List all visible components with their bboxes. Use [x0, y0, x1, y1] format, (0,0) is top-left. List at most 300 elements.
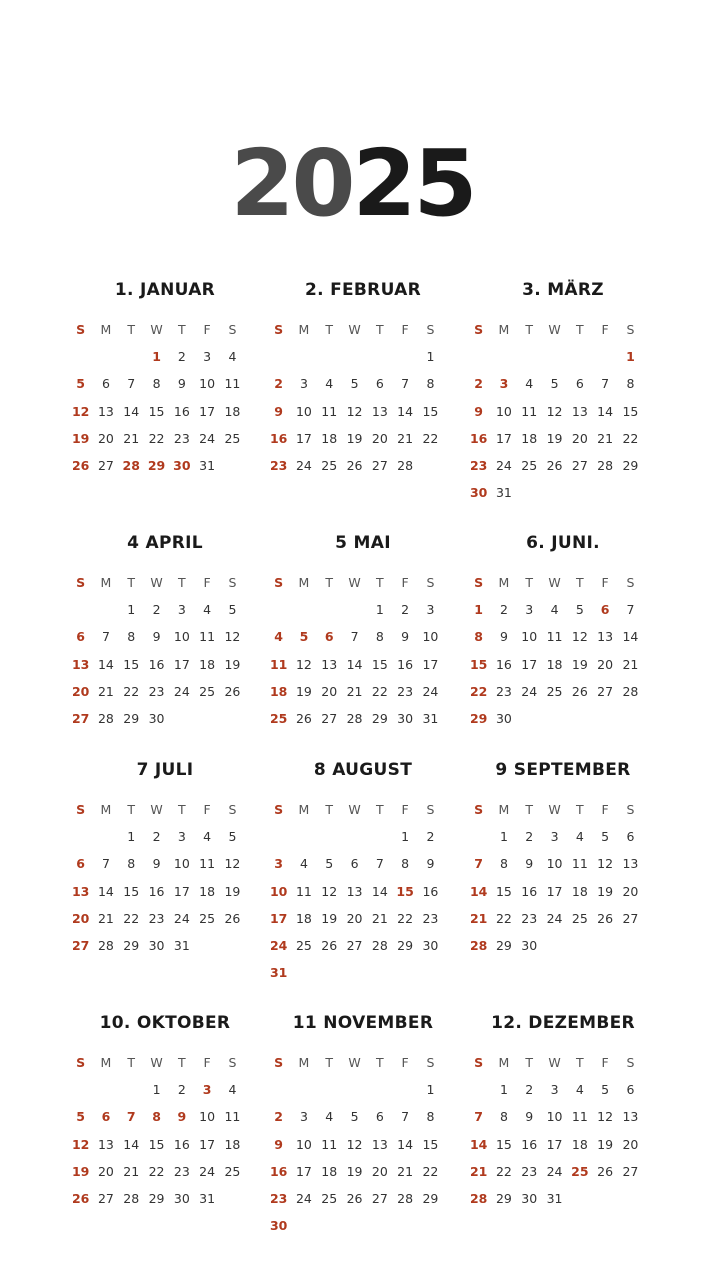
day: 14 — [97, 656, 114, 672]
holiday-day: 15 — [469, 656, 488, 672]
month-days-grid — [68, 569, 260, 732]
day: 19 — [224, 883, 241, 899]
empty-cell — [68, 823, 93, 850]
day: 16 — [397, 656, 414, 672]
month-title: 9 SEPTEMBER — [495, 760, 631, 780]
holiday-day: 5 — [76, 376, 85, 392]
day: 27 — [371, 1190, 388, 1206]
holiday-day: 20 — [71, 683, 90, 699]
day: 4 — [228, 1082, 237, 1098]
day: 2 — [525, 829, 534, 845]
holiday-day: 24 — [269, 937, 288, 953]
day: 3 — [426, 602, 435, 618]
day: 18 — [224, 1136, 241, 1152]
day: 9 — [525, 1109, 534, 1125]
holiday-day: 1 — [152, 349, 161, 365]
day: 28 — [123, 1190, 140, 1206]
day: 21 — [397, 430, 414, 446]
holiday-day: 12 — [71, 403, 90, 419]
holiday-day: 13 — [71, 883, 90, 899]
month-5 — [268, 531, 458, 732]
year-digit: 2 — [352, 130, 414, 237]
day: 13 — [97, 1136, 114, 1152]
day: 7 — [401, 1109, 410, 1125]
day: 30 — [495, 710, 512, 726]
weekday-header: S — [626, 802, 635, 817]
day: 27 — [571, 457, 588, 473]
weekday-header: M — [100, 802, 112, 817]
weekday-header: M — [298, 322, 310, 337]
day: 9 — [525, 856, 534, 872]
day: 25 — [321, 1190, 338, 1206]
day: 20 — [97, 430, 114, 446]
day: 2 — [177, 349, 186, 365]
empty-cell — [266, 343, 291, 370]
weekday-header: S — [626, 1055, 635, 1070]
year-title — [0, 130, 705, 237]
day: 15 — [123, 883, 140, 899]
day: 29 — [148, 1190, 165, 1206]
day: 5 — [601, 829, 610, 845]
empty-cell — [68, 1076, 93, 1103]
day: 5 — [350, 1109, 359, 1125]
weekday-header: S — [228, 802, 237, 817]
day: 11 — [321, 403, 338, 419]
day: 11 — [295, 883, 312, 899]
day: 22 — [422, 430, 439, 446]
day: 23 — [422, 910, 439, 926]
holiday-day: 23 — [269, 457, 288, 473]
day: 23 — [173, 1163, 190, 1179]
month-title: 8 AUGUST — [313, 760, 413, 780]
weekday-header: T — [525, 575, 534, 590]
day: 13 — [321, 656, 338, 672]
weekday-header: S — [474, 575, 484, 590]
day: 2 — [499, 602, 508, 618]
day: 24 — [495, 457, 512, 473]
weekday-header: S — [474, 1055, 484, 1070]
weekday-header: T — [376, 802, 384, 817]
holiday-day: 3 — [499, 376, 509, 392]
day: 22 — [422, 1163, 439, 1179]
day: 24 — [295, 1190, 312, 1206]
weekday-header: W — [548, 1055, 561, 1070]
weekday-header: T — [376, 1055, 384, 1070]
day: 4 — [575, 829, 584, 845]
day: 24 — [546, 1163, 563, 1179]
holiday-day: 28 — [469, 1190, 488, 1206]
day: 4 — [299, 856, 308, 872]
day: 1 — [401, 829, 410, 845]
day: 16 — [148, 656, 165, 672]
day: 14 — [97, 883, 114, 899]
weekday-header: M — [498, 322, 510, 337]
empty-cell — [317, 343, 342, 370]
day: 29 — [495, 937, 512, 953]
day: 8 — [499, 1109, 508, 1125]
holiday-day: 28 — [469, 937, 488, 953]
holiday-day: 29 — [147, 457, 166, 473]
day: 27 — [622, 1163, 639, 1179]
holiday-day: 14 — [469, 883, 488, 899]
day: 8 — [426, 1109, 435, 1125]
weekday-header: S — [626, 575, 635, 590]
weekday-header: T — [127, 802, 136, 817]
day: 11 — [571, 856, 588, 872]
day: 16 — [173, 1136, 190, 1152]
day: 26 — [346, 457, 363, 473]
day: 2 — [152, 829, 161, 845]
day: 7 — [101, 629, 110, 645]
month-days-grid — [466, 569, 658, 732]
day: 31 — [422, 710, 439, 726]
day: 29 — [123, 937, 140, 953]
day: 11 — [224, 1109, 241, 1125]
day: 18 — [199, 656, 216, 672]
day: 30 — [521, 1190, 538, 1206]
month-8 — [268, 758, 458, 986]
day: 28 — [597, 457, 614, 473]
weekday-header: S — [228, 322, 237, 337]
empty-cell — [392, 1076, 417, 1103]
weekday-header: T — [325, 1055, 334, 1070]
day: 24 — [295, 457, 312, 473]
month-11 — [268, 1011, 458, 1239]
day: 31 — [199, 1190, 216, 1206]
weekday-header: S — [76, 1055, 86, 1070]
day: 13 — [571, 403, 588, 419]
day: 17 — [422, 656, 439, 672]
empty-cell — [342, 1076, 367, 1103]
empty-cell — [367, 823, 392, 850]
day: 4 — [203, 602, 212, 618]
day: 26 — [546, 457, 563, 473]
day: 7 — [375, 856, 384, 872]
day: 20 — [622, 1136, 639, 1152]
day: 14 — [397, 1136, 414, 1152]
day: 21 — [397, 1163, 414, 1179]
empty-cell — [291, 823, 316, 850]
day: 12 — [346, 403, 363, 419]
day: 9 — [152, 629, 161, 645]
month-10 — [70, 1011, 260, 1212]
day: 19 — [346, 1163, 363, 1179]
day: 22 — [148, 430, 165, 446]
day: 3 — [203, 349, 212, 365]
day: 9 — [177, 376, 186, 392]
day: 13 — [371, 403, 388, 419]
day: 29 — [123, 710, 140, 726]
day: 2 — [401, 602, 410, 618]
day: 25 — [546, 683, 563, 699]
day: 25 — [521, 457, 538, 473]
holiday-day: 11 — [269, 656, 288, 672]
holiday-day: 12 — [71, 1136, 90, 1152]
day: 22 — [148, 1163, 165, 1179]
holiday-day: 30 — [269, 1218, 288, 1234]
day: 26 — [597, 910, 614, 926]
day: 3 — [299, 1109, 308, 1125]
day: 16 — [495, 656, 512, 672]
weekday-header: M — [298, 802, 310, 817]
day: 21 — [97, 683, 114, 699]
day: 8 — [127, 629, 136, 645]
holiday-day: 5 — [76, 1109, 85, 1125]
day: 19 — [597, 1136, 614, 1152]
weekday-header: S — [274, 1055, 284, 1070]
weekday-header: S — [626, 322, 635, 337]
month-title: 2. FEBRUAR — [304, 280, 421, 300]
weekday-header: S — [274, 802, 284, 817]
month-7 — [70, 758, 260, 959]
holiday-day: 9 — [474, 403, 483, 419]
day: 12 — [546, 403, 563, 419]
day: 29 — [397, 937, 414, 953]
day: 1 — [499, 1082, 508, 1098]
day: 5 — [550, 376, 559, 392]
weekday-header: W — [348, 1055, 361, 1070]
day: 9 — [426, 856, 435, 872]
day: 6 — [350, 856, 359, 872]
day: 22 — [622, 430, 639, 446]
day: 17 — [546, 1136, 563, 1152]
weekday-header: F — [601, 322, 609, 337]
day: 10 — [521, 629, 538, 645]
empty-cell — [466, 1076, 491, 1103]
month-6 — [468, 531, 658, 732]
day: 2 — [177, 1082, 186, 1098]
month-title: 5 MAI — [335, 533, 391, 553]
weekday-header: T — [127, 1055, 136, 1070]
empty-cell — [466, 343, 491, 370]
day: 17 — [521, 656, 538, 672]
day: 29 — [495, 1190, 512, 1206]
day: 12 — [224, 629, 241, 645]
day: 18 — [521, 430, 538, 446]
day: 8 — [626, 376, 635, 392]
weekday-header: M — [100, 322, 112, 337]
day: 28 — [397, 457, 414, 473]
holiday-day: 9 — [274, 1136, 283, 1152]
day: 8 — [127, 856, 136, 872]
holiday-day: 26 — [71, 1190, 90, 1206]
day: 7 — [626, 602, 635, 618]
month-days-grid — [466, 316, 658, 506]
day: 18 — [571, 883, 588, 899]
weekday-header: S — [76, 322, 86, 337]
weekday-header: W — [348, 802, 361, 817]
day: 25 — [199, 683, 216, 699]
day: 21 — [123, 430, 140, 446]
day: 23 — [397, 683, 414, 699]
day: 20 — [371, 430, 388, 446]
weekday-header: F — [203, 1055, 211, 1070]
day: 24 — [422, 683, 439, 699]
day: 9 — [152, 856, 161, 872]
year-digit: 5 — [413, 130, 475, 237]
day: 3 — [525, 602, 534, 618]
day: 13 — [97, 403, 114, 419]
weekday-header: S — [274, 322, 284, 337]
month-2 — [268, 278, 458, 479]
day: 31 — [199, 457, 216, 473]
day: 17 — [173, 883, 190, 899]
empty-cell — [68, 343, 93, 370]
day: 11 — [224, 376, 241, 392]
day: 18 — [224, 403, 241, 419]
year-digit: 2 — [230, 130, 292, 237]
day: 28 — [371, 937, 388, 953]
day: 7 — [601, 376, 610, 392]
day: 8 — [499, 856, 508, 872]
weekday-header: M — [498, 802, 510, 817]
day: 3 — [177, 602, 186, 618]
holiday-day: 6 — [324, 629, 334, 645]
day: 19 — [321, 910, 338, 926]
day: 21 — [371, 910, 388, 926]
holiday-day: 20 — [71, 910, 90, 926]
day: 19 — [224, 656, 241, 672]
weekday-header: T — [178, 802, 186, 817]
holiday-day: 19 — [71, 430, 90, 446]
day: 23 — [521, 1163, 538, 1179]
day: 18 — [571, 1136, 588, 1152]
day: 16 — [521, 1136, 538, 1152]
day: 11 — [546, 629, 563, 645]
day: 10 — [495, 403, 512, 419]
day: 1 — [152, 1082, 161, 1098]
weekday-header: W — [548, 802, 561, 817]
month-title: 3. MÄRZ — [522, 280, 604, 300]
holiday-day: 5 — [299, 629, 309, 645]
empty-cell — [68, 596, 93, 623]
day: 27 — [597, 683, 614, 699]
day: 14 — [123, 1136, 140, 1152]
day: 21 — [622, 656, 639, 672]
day: 26 — [295, 710, 312, 726]
month-days-grid — [68, 796, 260, 959]
day: 16 — [422, 883, 439, 899]
weekday-header: S — [426, 1055, 435, 1070]
day: 28 — [97, 937, 114, 953]
day: 19 — [346, 430, 363, 446]
weekday-header: S — [228, 1055, 237, 1070]
day: 8 — [401, 856, 410, 872]
day: 10 — [546, 1109, 563, 1125]
day: 23 — [521, 910, 538, 926]
day: 14 — [371, 883, 388, 899]
holiday-day: 30 — [469, 485, 488, 501]
day: 27 — [97, 457, 114, 473]
empty-cell — [392, 343, 417, 370]
day: 25 — [199, 910, 216, 926]
month-days-grid — [466, 1049, 658, 1212]
weekday-header: S — [474, 322, 484, 337]
day: 25 — [295, 937, 312, 953]
empty-cell — [119, 1076, 144, 1103]
holiday-day: 16 — [269, 430, 288, 446]
empty-cell — [119, 343, 144, 370]
holiday-day: 19 — [71, 1163, 90, 1179]
weekday-header: F — [401, 802, 409, 817]
day: 27 — [97, 1190, 114, 1206]
day: 30 — [148, 710, 165, 726]
day: 26 — [321, 937, 338, 953]
day: 20 — [371, 1163, 388, 1179]
empty-cell — [266, 596, 291, 623]
month-days-grid — [266, 569, 458, 732]
empty-cell — [342, 596, 367, 623]
weekday-header: W — [548, 322, 561, 337]
holiday-day: 8 — [152, 1109, 161, 1125]
day: 22 — [371, 683, 388, 699]
day: 26 — [224, 683, 241, 699]
day: 19 — [295, 683, 312, 699]
day: 30 — [521, 937, 538, 953]
day: 9 — [499, 629, 508, 645]
day: 30 — [148, 937, 165, 953]
day: 24 — [199, 1163, 216, 1179]
weekday-header: W — [150, 1055, 163, 1070]
day: 4 — [325, 376, 334, 392]
day: 6 — [626, 1082, 635, 1098]
month-title: 6. JUNI. — [526, 533, 600, 553]
day: 1 — [426, 349, 435, 365]
weekday-header: F — [601, 802, 609, 817]
weekday-header: F — [401, 575, 409, 590]
weekday-header: S — [474, 802, 484, 817]
empty-cell — [517, 343, 542, 370]
weekday-header: T — [525, 322, 534, 337]
day: 20 — [321, 683, 338, 699]
weekday-header: T — [325, 322, 334, 337]
empty-cell — [592, 343, 617, 370]
day: 1 — [127, 602, 136, 618]
day: 4 — [228, 349, 237, 365]
month-title: 7 JULI — [136, 760, 194, 780]
day: 21 — [123, 1163, 140, 1179]
weekday-header: W — [150, 575, 163, 590]
empty-cell — [291, 596, 316, 623]
weekday-header: S — [76, 575, 86, 590]
weekday-header: F — [401, 322, 409, 337]
holiday-day: 28 — [122, 457, 140, 473]
day: 26 — [224, 910, 241, 926]
weekday-header: M — [298, 1055, 310, 1070]
day: 2 — [525, 1082, 534, 1098]
empty-cell — [93, 823, 118, 850]
weekday-header: M — [298, 575, 310, 590]
day: 2 — [152, 602, 161, 618]
day: 17 — [546, 883, 563, 899]
holiday-day: 26 — [71, 457, 90, 473]
day: 14 — [397, 403, 414, 419]
weekday-header: S — [274, 575, 284, 590]
weekday-header: T — [576, 575, 584, 590]
day: 17 — [495, 430, 512, 446]
day: 7 — [101, 856, 110, 872]
holiday-day: 9 — [177, 1109, 187, 1125]
weekday-header: S — [426, 575, 435, 590]
day: 15 — [371, 656, 388, 672]
empty-cell — [93, 343, 118, 370]
holiday-day: 15 — [396, 883, 414, 899]
day: 5 — [325, 856, 334, 872]
holiday-day: 21 — [469, 1163, 488, 1179]
month-days-grid — [266, 796, 458, 986]
empty-cell — [317, 823, 342, 850]
day: 31 — [495, 485, 512, 501]
